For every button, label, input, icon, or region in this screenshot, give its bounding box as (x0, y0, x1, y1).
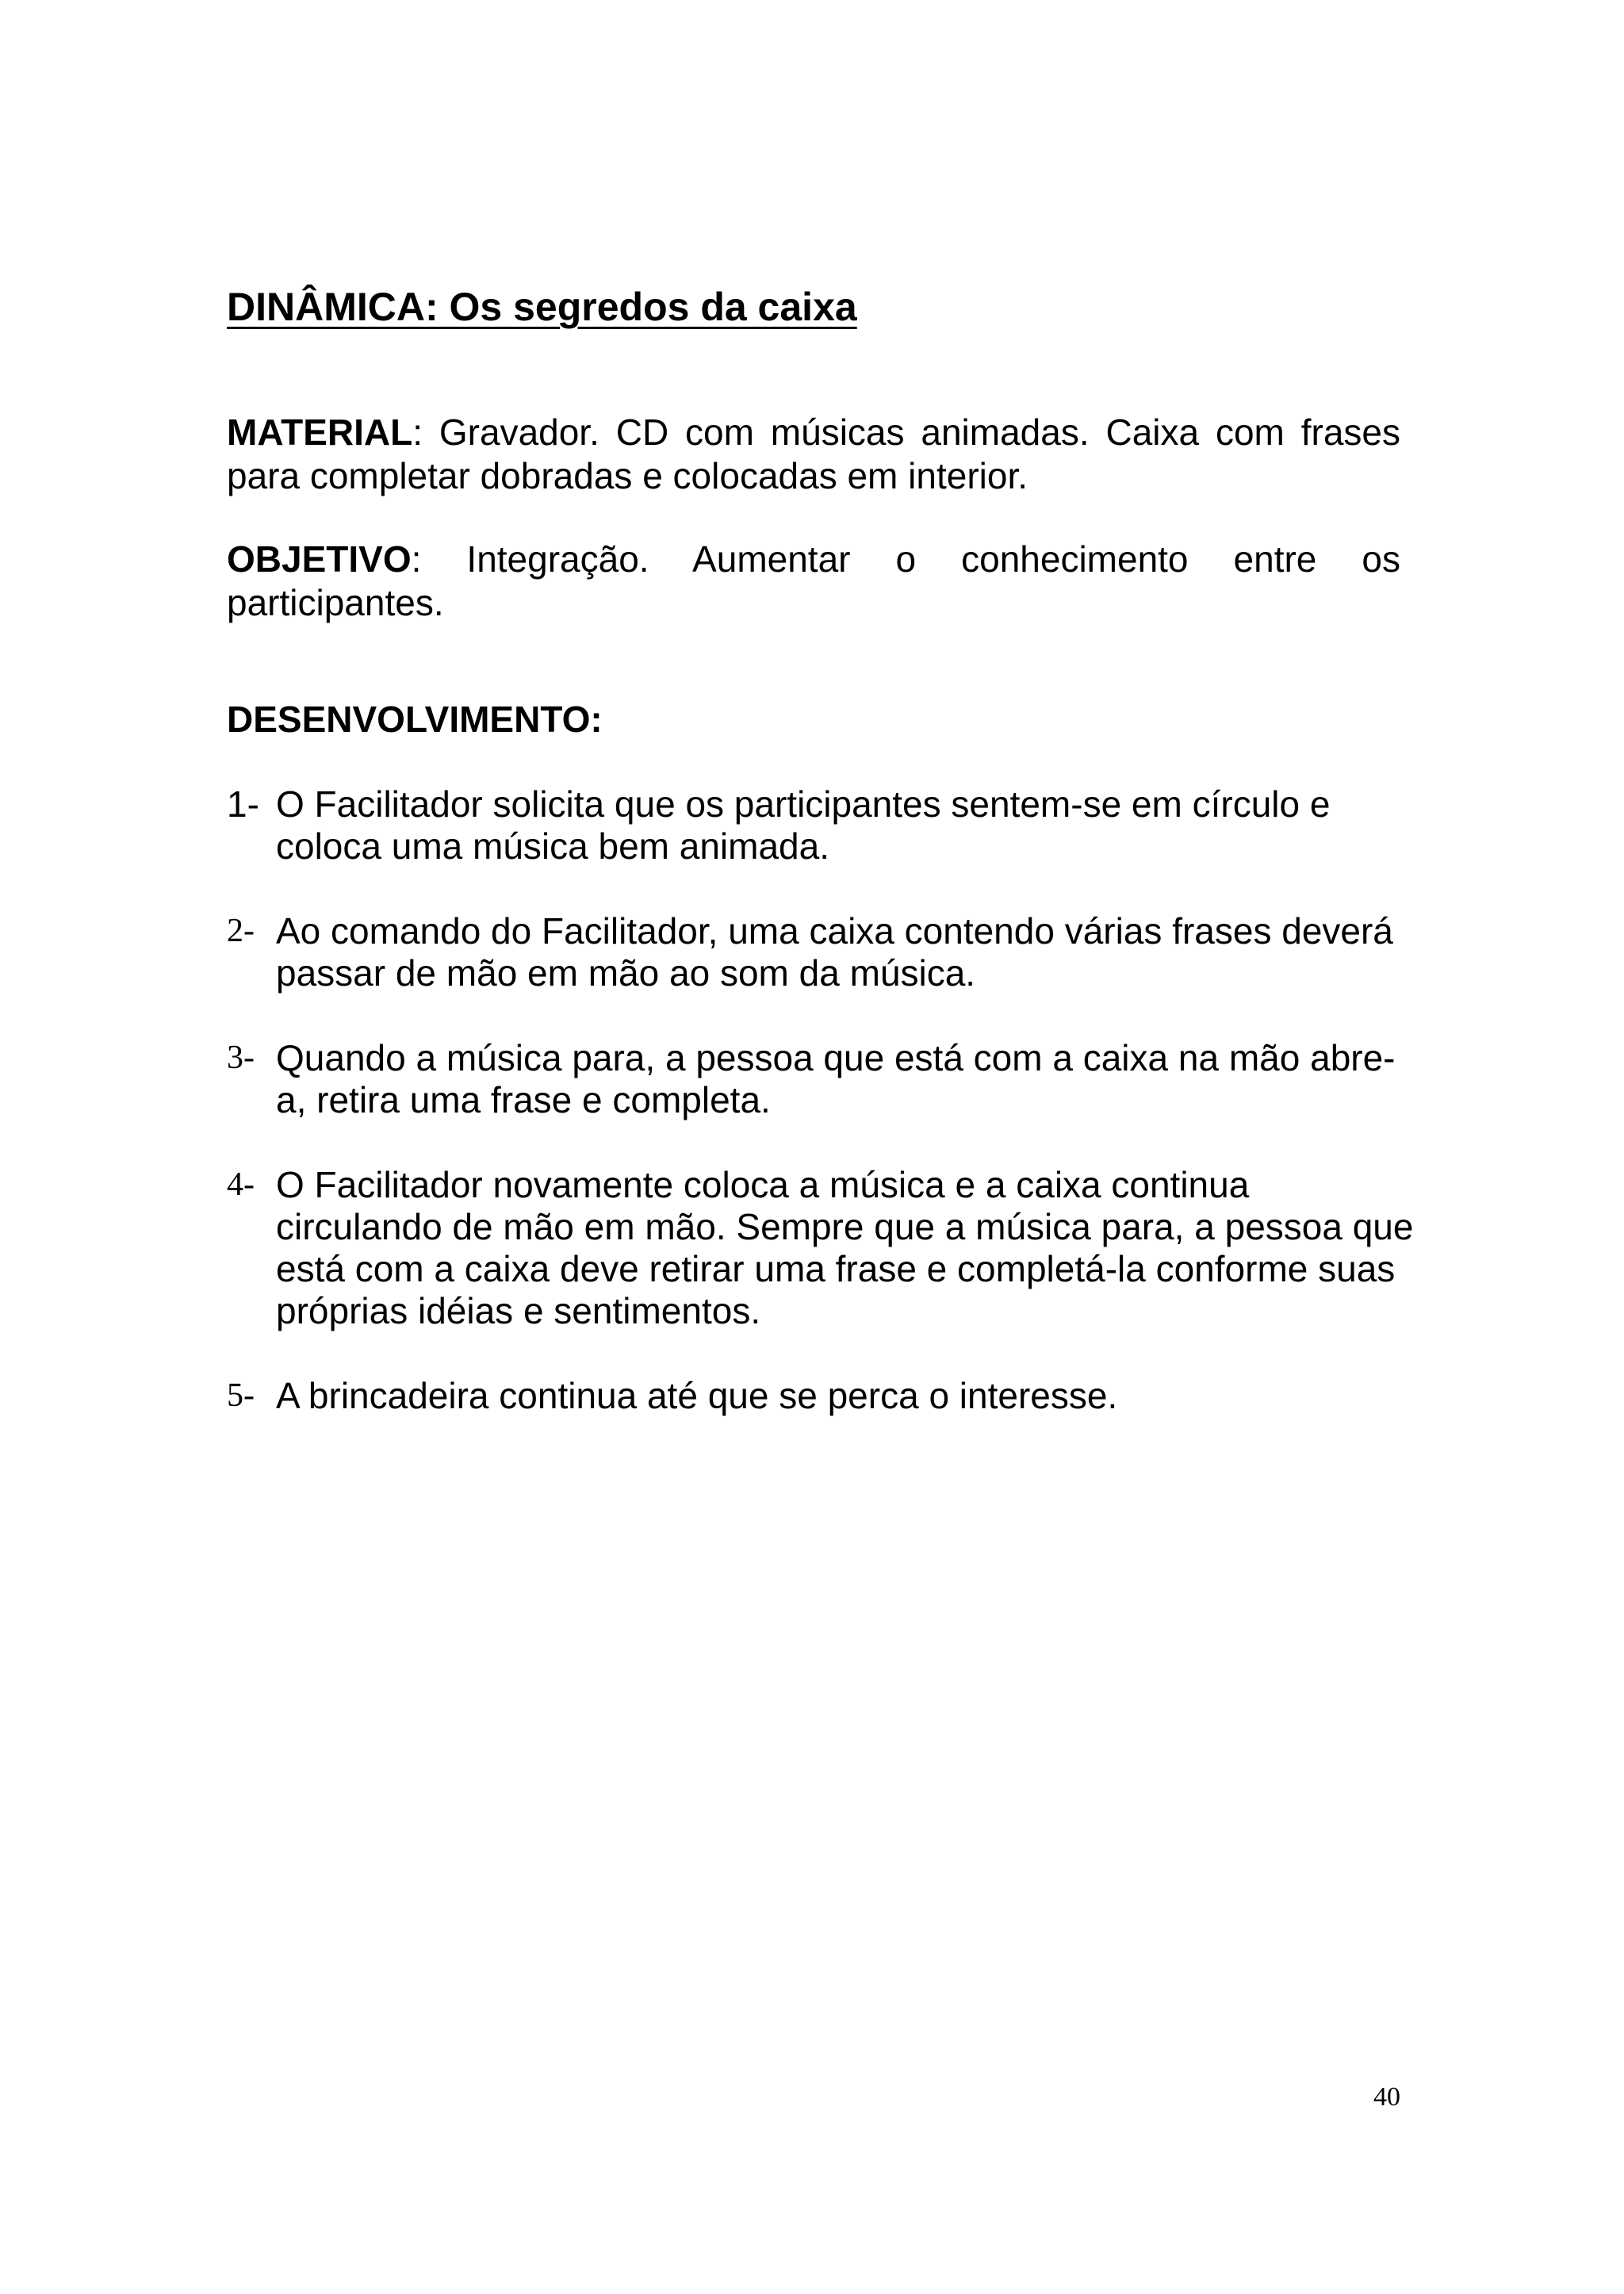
steps-list (227, 783, 1416, 1460)
desenvolvimento-heading: DESENVOLVIMENTO: (227, 699, 603, 740)
step-number: 2- (227, 913, 255, 949)
objetivo-section (227, 538, 1400, 625)
step-number: 5- (227, 1377, 255, 1414)
step-text: Ao comando do Facilitador, uma caixa contendo várias frases deverá passar de mão em mão ao som da música. (276, 910, 1393, 994)
step-text: O Facilitador novamente coloca a música e a caixa continua circulando de mão em mão. Sempre que a música para, a pessoa que está com a caixa deve retirar uma frase e completá-la conforme suas próprias idéias e sentimentos. (276, 1164, 1414, 1331)
step-text: Quando a música para, a pessoa que está com a caixa na mão abre-a, retira uma frase e completa. (276, 1037, 1396, 1120)
page-title: DINÂMICA: Os segredos da caixa (227, 285, 857, 329)
step-text: O Facilitador solicita que os participantes sentem-se em círculo e coloca uma música bem animada. (276, 783, 1331, 867)
step-number: 3- (227, 1040, 255, 1076)
objetivo-text: : Integração. Aumentar o conhecimento entre os participantes. (227, 538, 1400, 623)
material-label: MATERIAL (227, 412, 413, 453)
material-text: : Gravador. CD com músicas animadas. Caixa com frases para completar dobradas e colocadas em interior. (227, 412, 1400, 496)
step-number: 1- (227, 783, 259, 825)
objetivo-label: OBJETIVO (227, 538, 412, 580)
step-item (227, 783, 1416, 867)
step-item (227, 910, 1416, 994)
step-text: A brincadeira continua até que se perca o interesse. (276, 1375, 1118, 1416)
material-section (227, 411, 1400, 498)
page-number: 40 (1373, 2082, 1400, 2112)
step-item (227, 1037, 1416, 1121)
step-item (227, 1164, 1416, 1332)
step-number: 4- (227, 1166, 255, 1203)
step-item (227, 1375, 1416, 1417)
